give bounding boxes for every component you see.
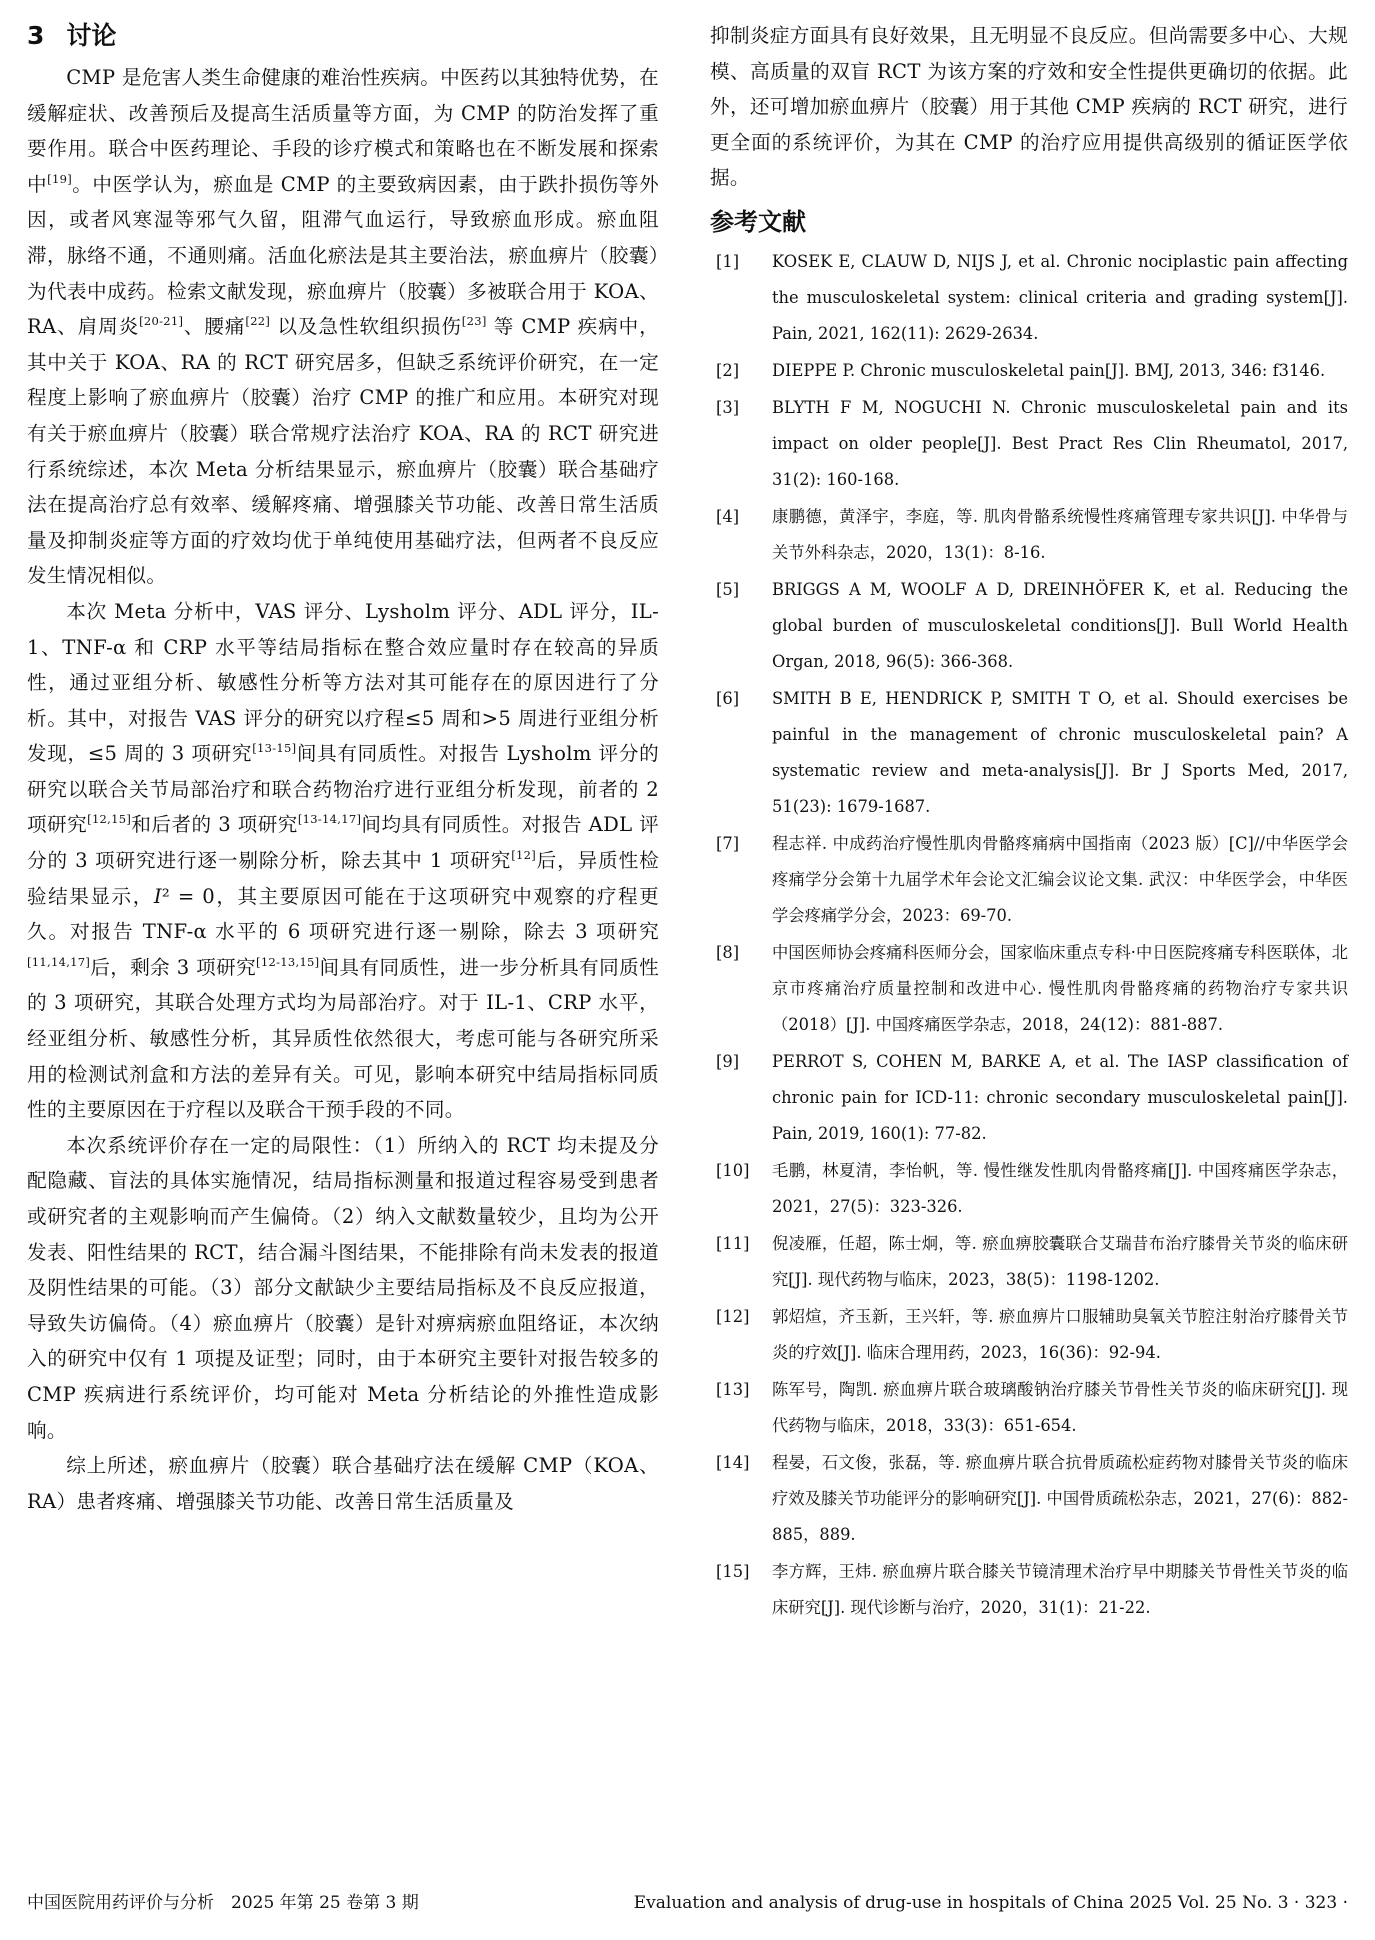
paragraph-text: 、腰痛 (183, 315, 246, 339)
italic-symbol: I (153, 884, 162, 908)
reference-text: 倪凌雁，任超，陈士炯，等. 瘀血痹胶囊联合艾瑞昔布治疗膝骨关节炎的临床研究[J]. 现代药物与临床，2023，38(5)：1198-1202. (772, 1233, 1348, 1289)
reference-text: SMITH B E, HENDRICK P, SMITH T O, et al. Should exercises be painful in the management of chronic musculoskeletal pain? A systematic review and meta-analysis[J]. Br J Sports Med, 2017, 51(23): 1679-1687. (772, 688, 1348, 816)
section-heading (27, 18, 659, 54)
reference-number: [8] (716, 942, 740, 962)
paragraph-text: 和后者的 3 项研究 (131, 813, 298, 837)
reference-item (710, 499, 1348, 571)
paragraph-text: 综上所述，瘀血痹片（胶囊）联合基础疗法在缓解 CMP（KOA、RA）患者疼痛、增强膝关节功能、改善日常生活质量及 (27, 1454, 659, 1513)
paragraph-text: 等 CMP 疾病中，其中关于 KOA、RA 的 RCT 研究居多，但缺乏系统评价研究，在一定程度上影响了瘀血痹片（胶囊）治疗 CMP 的推广和应用。本研究对现有关于瘀血痹片（胶囊）联合常规疗法治疗 KOA、RA 的 RCT 研究进行系统综述，本次 Meta 分析结果显示，瘀血痹片（胶囊）联合基础疗法在提高治疗总有效率、缓解疼痛、增强膝关节功能、改善日常生活质量及抑制炎症等方面的疗效均优于单纯使用基础疗法，但两者不良反应发生情况相似。 (27, 315, 659, 588)
reference-item (710, 1445, 1348, 1553)
paragraph-text: 本次 Meta 分析中，VAS 评分、Lysholm 评分、ADL 评分，IL-1、TNF-α 和 CRP 水平等结局指标在整合效应量时存在较高的异质性，通过亚组分析、敏感性分析等方法对其可能存在的原因进行了分析。其中，对报告 VAS 评分的研究以疗程≤5 周和>5 周进行亚组分析发现，≤5 周的 3 项研究 (27, 599, 659, 766)
reference-list (710, 244, 1348, 1626)
citation-superscript: [12] (511, 848, 537, 863)
reference-item (710, 1372, 1348, 1444)
reference-text: BRIGGS A M, WOOLF A D, DREINHÖFER K, et al. Reducing the global burden of musculoskeletal conditions[J]. Bull World Health Organ, 2018, 96(5): 366-368. (772, 579, 1348, 671)
paragraph-text: 间具有同质性，进一步分析具有同质性的 3 项研究，其联合处理方式均为局部治疗。对于 IL-1、CRP 水平，经亚组分析、敏感性分析，其异质性依然很大，考虑可能与各研究所采用的检测试剂盒和方法的差异有关。可见，影响本研究中结局指标同质性的主要原因在于疗程以及联合干预手段的不同。 (27, 955, 659, 1122)
reference-number: [7] (716, 833, 740, 853)
reference-item (710, 244, 1348, 352)
paragraph (27, 60, 659, 594)
reference-text: DIEPPE P. Chronic musculoskeletal pain[J]. BMJ, 2013, 346: f3146. (772, 360, 1326, 380)
reference-number: [4] (716, 506, 740, 526)
left-column (27, 18, 659, 1519)
reference-text: 李方辉，王炜. 瘀血痹片联合膝关节镜清理术治疗早中期膝关节骨性关节炎的临床研究[J]. 现代诊断与治疗，2020，31(1)：21-22. (772, 1561, 1348, 1617)
reference-number: [3] (716, 397, 740, 417)
citation-superscript: [11,14,17] (27, 954, 91, 969)
reference-item (710, 390, 1348, 498)
reference-number: [6] (716, 688, 740, 708)
footer-journal-cn: 中国医院用药评价与分析 2025 年第 25 卷第 3 期 (27, 1893, 419, 1913)
paragraph (27, 1128, 659, 1448)
paragraph-text: 间具有同质性。对报告 Lysholm 评分的研究以联合关节局部治疗和联合药物治疗进行亚组分析发现，前者的 2 项研究 (27, 742, 660, 837)
reference-number: [5] (716, 579, 740, 599)
right-column (710, 18, 1348, 1627)
reference-number: [15] (716, 1561, 750, 1581)
discussion-body (27, 60, 659, 1519)
reference-number: [1] (716, 251, 740, 271)
reference-item (710, 1153, 1348, 1225)
page-footer (27, 1888, 1348, 1918)
reference-text: 程志祥. 中成药治疗慢性肌肉骨骼疼痛病中国指南（2023 版）[C]//中华医学会疼痛学分会第十九届学术年会论文汇编会议论文集. 武汉：中华医学会，中华医学会疼痛学分会，2023：69-70. (772, 833, 1348, 925)
reference-item (710, 572, 1348, 680)
citation-superscript: [13-14,17] (297, 812, 362, 827)
citation-superscript: [20-21] (139, 314, 184, 329)
reference-number: [12] (716, 1306, 750, 1326)
citation-superscript: [12,15] (87, 812, 132, 827)
paragraph-text: CMP 是危害人类生命健康的难治性疾病。中医药以其独特优势，在缓解症状、改善预后及提高生活质量等方面，为 CMP 的防治发挥了重要作用。联合中医药理论、手段的诊疗模式和策略也在不断发展和探索中 (27, 66, 659, 196)
reference-number: [13] (716, 1379, 750, 1399)
references-heading: 参考文献 (710, 207, 806, 236)
paragraph-text: ² = 0，其主要原因可能在于这项研究中观察的疗程更久。对报告 TNF-α 水平的 6 项研究进行逐一剔除，除去 3 项研究 (27, 884, 659, 944)
reference-text: 郭炤煊，齐玉新，王兴轩，等. 瘀血痹片口服辅助臭氧关节腔注射治疗膝骨关节炎的疗效[J]. 临床合理用药，2023，16(36)：92-94. (772, 1306, 1348, 1362)
reference-item (710, 826, 1348, 934)
reference-number: [14] (716, 1452, 750, 1472)
reference-text: PERROT S, COHEN M, BARKE A, et al. The IASP classification of chronic pain for ICD-11: chronic secondary musculoskeletal pain[J]. Pain, 2019, 160(1): 77-82. (772, 1051, 1348, 1143)
reference-text: KOSEK E, CLAUW D, NIJS J, et al. Chronic nociplastic pain affecting the musculoskeletal system: clinical criteria and grading system[J]. Pain, 2021, 162(11): 2629-2634. (772, 251, 1348, 343)
citation-superscript: [13-15] (252, 741, 297, 756)
paragraph-text: 以及急性软组织损伤 (270, 315, 462, 339)
reference-item (710, 353, 1348, 389)
citation-superscript: [12-13,15] (256, 954, 320, 969)
section-title: 讨论 (66, 21, 117, 50)
reference-item (710, 1299, 1348, 1371)
reference-text: 康鹏德，黄泽宇，李庭，等. 肌肉骨骼系统慢性疼痛管理专家共识[J]. 中华骨与关节外科杂志，2020，13(1)：8-16. (772, 506, 1348, 562)
reference-item (710, 681, 1348, 825)
paragraph (27, 594, 659, 1128)
reference-number: [11] (716, 1233, 750, 1253)
paragraph-text: 后，剩余 3 项研究 (90, 955, 257, 979)
paragraph-text: 。中医学认为，瘀血是 CMP 的主要致病因素，由于跌扑损伤等外因，或者风寒湿等邪气久留，阻滞气血运行，导致瘀血形成。瘀血阻滞，脉络不通，不通则痛。活血化瘀法是其主要治法，瘀血痹片（胶囊）为代表中成药。检索文献发现，瘀血痹片（胶囊）多被联合用于 KOA、RA、肩周炎 (27, 172, 659, 339)
reference-text: 毛鹏，林夏清，李怡帆，等. 慢性继发性肌肉骨骼疼痛[J]. 中国疼痛医学杂志，2021，27(5)：323-326. (772, 1160, 1348, 1216)
reference-item (710, 1044, 1348, 1152)
paragraph-text: 间均具有同质性。对报告 ADL 评分的 3 项研究进行逐一剔除分析，除去其中 1 项研究 (27, 813, 659, 873)
paragraph (27, 1448, 659, 1519)
paragraph-text: 本次系统评价存在一定的局限性：（1）所纳入的 RCT 均未提及分配隐藏、盲法的具体实施情况，结局指标测量和报道过程容易受到患者或研究者的主观影响而产生偏倚。（2）纳入文献数量较少，且均为公开发表、阳性结果的 RCT，结合漏斗图结果，不能排除有尚未发表的报道及阴性结果的可能。（3）部分文献缺少主要结局指标及不良反应报道，导致失访偏倚。（4）瘀血痹片（胶囊）是针对痹病瘀血阻络证，本次纳入的研究中仅有 1 项提及证型；同时，由于本研究主要针对报告较多的 CMP 疾病进行系统评价，均可能对 Meta 分析结论的外推性造成影响。 (27, 1133, 659, 1442)
reference-number: [10] (716, 1160, 750, 1180)
citation-superscript: [19] (47, 171, 72, 186)
reference-text: 陈军号，陶凯. 瘀血痹片联合玻璃酸钠治疗膝关节骨性关节炎的临床研究[J]. 现代药物与临床，2018，33(3)：651-654. (772, 1379, 1348, 1435)
reference-item (710, 1226, 1348, 1298)
reference-number: [2] (716, 360, 740, 380)
section-number: 3 (27, 21, 45, 50)
footer-journal-en: Evaluation and analysis of drug-use in hospitals of China 2025 Vol. 25 No. 3 · 323 · (633, 1893, 1348, 1913)
reference-item (710, 1554, 1348, 1626)
paragraph-continuation: 抑制炎症方面具有良好效果，且无明显不良反应。但尚需要多中心、大规模、高质量的双盲 RCT 为该方案的疗效和安全性提供更确切的依据。此外，还可增加瘀血痹片（胶囊）用于其他 CMP 疾病的 RCT 研究，进行更全面的系统评价，为其在 CMP 的治疗应用提供高级别的循证医学依据。 (710, 24, 1348, 190)
reference-text: 程晏，石文俊，张磊，等. 瘀血痹片联合抗骨质疏松症药物对膝骨关节炎的临床疗效及膝关节功能评分的影响研究[J]. 中国骨质疏松杂志，2021，27(6)：882-885，889. (772, 1452, 1348, 1544)
reference-text: 中国医师协会疼痛科医师分会，国家临床重点专科·中日医院疼痛专科医联体，北京市疼痛治疗质量控制和改进中心. 慢性肌肉骨骼疼痛的药物治疗专家共识（2018）[J]. 中国疼痛医学杂志，2018，24(12)：881-887. (772, 942, 1348, 1034)
reference-number: [9] (716, 1051, 740, 1071)
citation-superscript: [23] (461, 314, 487, 329)
reference-text: BLYTH F M, NOGUCHI N. Chronic musculoskeletal pain and its impact on older people[J]. Best Pract Res Clin Rheumatol, 2017, 31(2): 160-168. (772, 397, 1348, 489)
reference-item (710, 935, 1348, 1043)
paragraph-text: 后，异质性检验结果显示， (27, 849, 659, 908)
citation-superscript: [22] (245, 314, 271, 329)
